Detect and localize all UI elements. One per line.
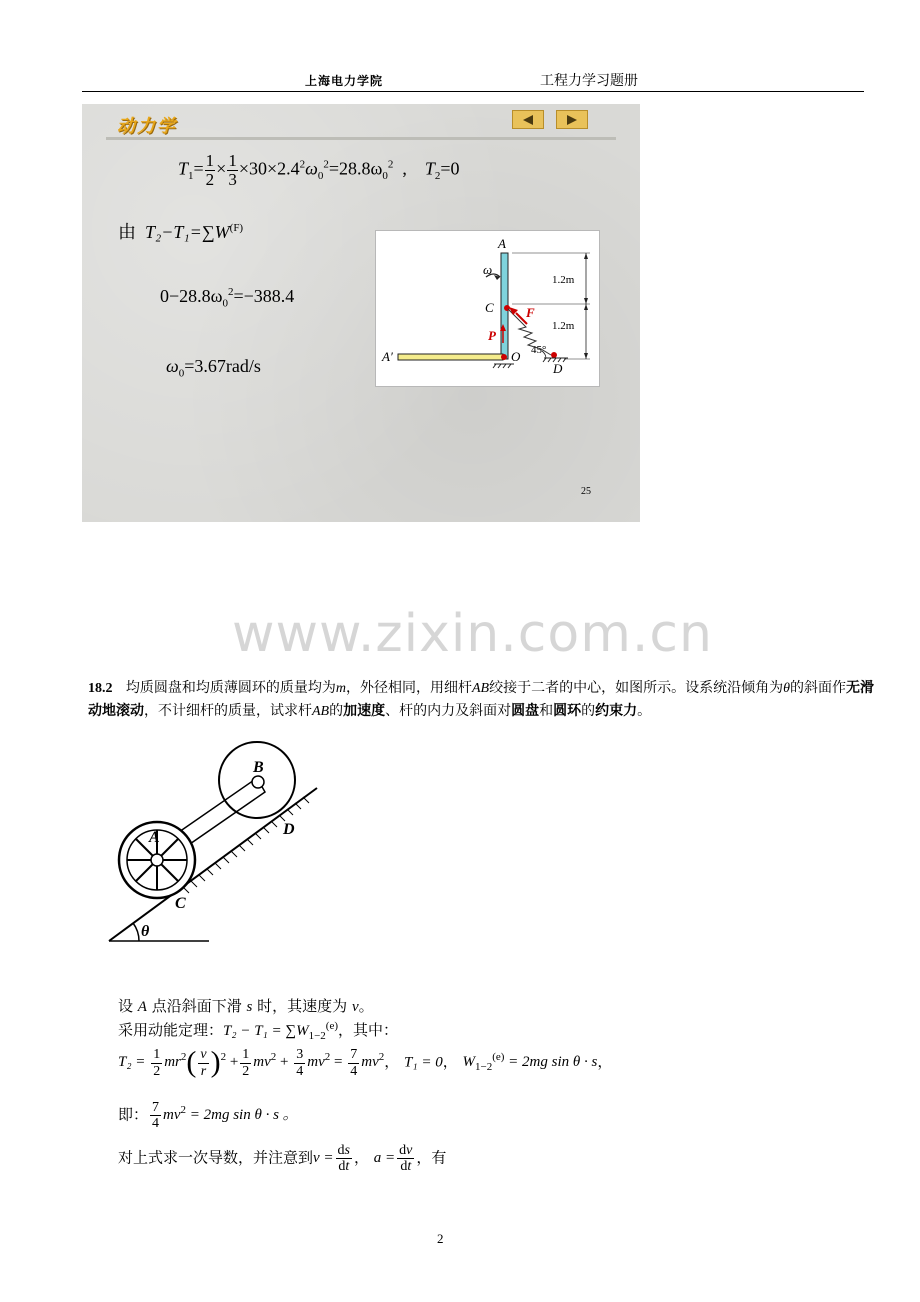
problem-statement: 18.2 均质圆盘和均质薄圆环的质量均为m，外径相同，用细杆AB绞接于二者的中心，如图所示。设系统沿倾角为θ的斜面作无滑动地滚动，不计细杆的质量，试求杆AB的加速度、杆的内力及斜面对圆盘和圆环的约束力。 xyxy=(88,680,874,719)
label-angle: 45° xyxy=(531,344,547,356)
label-c: C xyxy=(485,300,494,315)
solution-line-2: 采用动能定理：$T_2 - T_1 = \sum W_{1-2}^{(e)}$，其中： xyxy=(118,1020,399,1042)
lecture-slide xyxy=(82,104,640,522)
slide-title-rule xyxy=(106,137,616,140)
next-slide-button[interactable] xyxy=(556,110,588,129)
rod-spring-figure xyxy=(375,230,600,387)
label-d: D xyxy=(553,361,563,376)
label-o: O xyxy=(511,349,521,364)
label-p: P xyxy=(488,328,496,343)
watermark: www.zixin.com.cn xyxy=(232,604,713,664)
label-d: D xyxy=(283,821,295,838)
page-number: 2 xyxy=(437,1231,444,1246)
label-omega: ω xyxy=(483,262,493,277)
equation-kinetic-energy: $T_1=$ $\frac{1}{2}$ × $\frac{1}{3}$ $\times 30\times 2.4^2\omega_0^2=28.8\omega_0^2$ , $T_2=0$ xyxy=(178,151,460,189)
incline-diagram xyxy=(105,738,335,948)
horizontal-rod xyxy=(398,354,503,360)
header-rule xyxy=(82,91,864,92)
equation-result: $\omega_0=3.67rad/s$ xyxy=(166,356,261,380)
solution-line-4: 即： $\frac{7}{4}$ $mv^2 = 2mg$ sin θ · s 。 xyxy=(118,1100,298,1132)
prev-slide-button[interactable] xyxy=(512,110,544,129)
label-a-prime: A′ xyxy=(382,349,393,364)
label-dim2: 1.2m xyxy=(552,320,575,332)
solution-line-3: T₂ = $\frac{1}{2}$ $mr^2$( $\frac{v}{r}$ )$^2$ + $\frac{1}{2}$ $mv^2$ + $\frac{3}{4}$ $mv^2$ = $\frac{7}{4}$ $mv^2$， T₁ = 0， $W_{1-2}^{(e)} = 2mg$ sin θ · s， xyxy=(118,1046,613,1079)
label-c: C xyxy=(175,895,186,912)
label-b: B xyxy=(253,759,264,776)
arrow-right-icon xyxy=(565,114,579,126)
solution-line-1: 设 A 点沿斜面下滑 s 时，其速度为 v。 xyxy=(118,997,374,1015)
label-a: A xyxy=(498,236,506,251)
arrow-left-icon xyxy=(521,114,535,126)
header-book-title: 工程力学习题册 xyxy=(540,73,638,89)
label-a: A xyxy=(149,829,160,846)
slide-title: 动力学 xyxy=(117,116,177,137)
equation-work-energy: 由 $T_2-T_1=\sum W^{(F)}$ xyxy=(118,222,244,242)
incline-figure xyxy=(105,738,335,948)
equation-substitution: $0-28.8\omega_0^2=-388.4$ xyxy=(160,286,295,310)
header-school: 上海电力学院 xyxy=(305,74,384,88)
point-d xyxy=(551,352,557,358)
slide-page-number: 25 xyxy=(581,486,591,497)
solution-line-5: 对上式求一次导数，并注意到v = $\frac{ds}{dt}$ ， a = $\frac{dv}{dt}$ ，有 xyxy=(118,1143,447,1175)
rod-spring-diagram xyxy=(376,231,599,386)
label-f: F xyxy=(526,305,535,320)
pivot-o xyxy=(501,354,507,360)
label-theta: θ xyxy=(141,923,150,940)
label-dim1: 1.2m xyxy=(552,274,575,286)
